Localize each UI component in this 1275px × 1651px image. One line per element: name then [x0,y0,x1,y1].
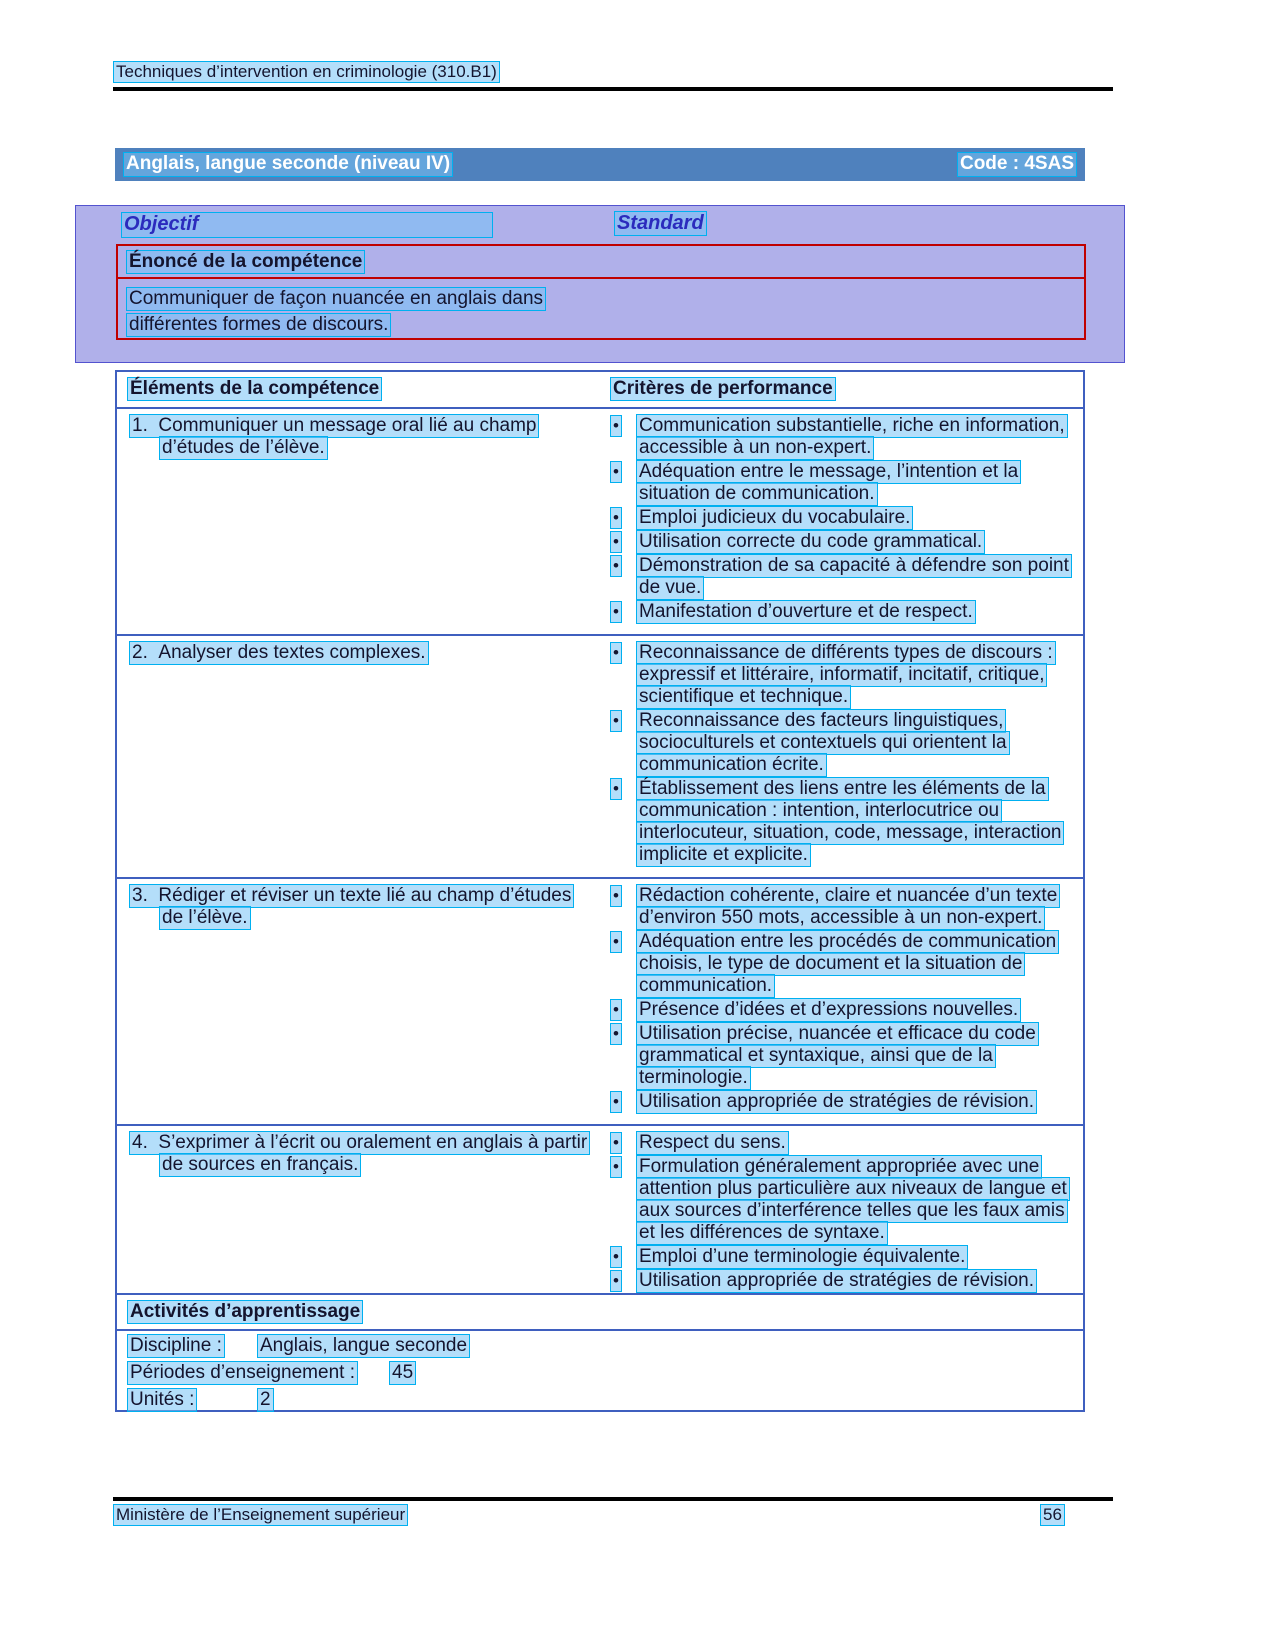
criterion-item [610,710,1083,776]
activities-unites-row [117,1385,1083,1412]
footer-rule [113,1497,1113,1501]
criterion-item [610,778,1083,866]
bullet-icon [610,507,622,529]
element-cell [117,642,600,868]
criterion-item [610,507,1083,529]
criterion-item [610,1246,1083,1268]
element-cell [117,885,600,1115]
objectif-standard-panel [75,205,1125,363]
criterion-item [610,555,1083,599]
criterion-text: Emploi d’une terminologie équivalente. [636,1245,968,1269]
objectif-label: Objectif [121,212,493,238]
bullet-icon [610,1023,622,1045]
bullet-icon [610,1246,622,1268]
enonce-text: Communiquer de façon nuancée en anglais dans différentes formes de discours. [126,287,546,337]
bullet-icon [610,710,622,732]
element-text: 4. S’exprimer à l’écrit ou oralement en anglais à partir de sources en français. [129,1131,590,1177]
course-code: Code : 4SAS [957,152,1077,177]
criterion-text: Manifestation d’ouverture et de respect. [636,600,976,624]
bullet-icon [610,1156,622,1178]
criterion-text: Utilisation précise, nuancée et efficace du code grammatical et syntaxique, ainsi que de la terminologie. [636,1022,1039,1090]
bullet-icon [610,555,622,577]
criterion-text: Établissement des liens entre les éléments de la communication : intention, interlocutrice ou interlocuteur, situation, code, message, interaction implicite et explicite. [636,777,1064,867]
criterion-item [610,999,1083,1021]
criterion-text: Présence d’idées et d’expressions nouvelles. [636,998,1021,1022]
footer-page-number-wrap [1040,1505,1065,1525]
course-title: Anglais, langue seconde (niveau IV) [123,152,453,177]
table-header-row [117,372,1083,409]
activities-discipline-row [117,1331,1083,1358]
bullet-icon [610,642,622,664]
criteria-list [600,1132,1083,1294]
table-row-2 [117,634,1083,877]
criterion-item [610,931,1083,997]
criteria-list [600,885,1083,1115]
bullet-icon [610,931,622,953]
criteria-list [600,415,1083,625]
table-row-1 [117,409,1083,634]
table-row-3 [117,877,1083,1124]
criterion-text: Démonstration de sa capacité à défendre son point de vue. [636,554,1072,600]
periodes-label: Périodes d’enseignement : [127,1361,358,1385]
criterion-text: Rédaction cohérente, claire et nuancée d’un texte d’environ 550 mots, accessible à un non-expert. [636,884,1060,930]
footer-ministry-wrap [113,1505,408,1525]
element-text: 3. Rédiger et réviser un texte lié au champ d’études de l’élève. [129,884,574,930]
criterion-text: Emploi judicieux du vocabulaire. [636,506,913,530]
activities-periodes-row [117,1358,1083,1385]
bullet-icon [610,461,622,483]
criterion-text: Utilisation correcte du code grammatical. [636,530,985,554]
standard-column-header [614,212,707,235]
enonce-heading: Énoncé de la compétence [126,250,365,274]
col-header-elements: Éléments de la compétence [127,377,382,401]
course-title-bar [115,148,1085,181]
bullet-icon [610,999,622,1021]
enonce-box [116,244,1086,340]
standard-label: Standard [614,211,707,236]
criterion-item [610,461,1083,505]
criterion-text: Respect du sens. [636,1131,789,1155]
activities-heading: Activités d’apprentissage [127,1300,363,1324]
page-header [113,62,500,82]
criterion-text: Communication substantielle, riche en information, accessible à un non-expert. [636,414,1068,460]
periodes-value: 45 [389,1361,416,1385]
element-text: 2. Analyser des textes complexes. [129,641,429,665]
footer-page-number: 56 [1040,1504,1065,1526]
enonce-heading-row [118,246,1084,279]
unites-label: Unités : [127,1388,197,1412]
bullet-icon [610,601,622,623]
criterion-text: Adéquation entre le message, l’intention et la situation de communication. [636,460,1021,506]
bullet-icon [610,778,622,800]
bullet-icon [610,531,622,553]
element-cell [117,415,600,625]
criterion-item [610,1091,1083,1113]
discipline-value: Anglais, langue seconde [257,1334,470,1358]
criterion-item [610,1270,1083,1292]
col-header-criteres: Critères de performance [610,377,836,401]
element-text: 1. Communiquer un message oral lié au champ d’études de l’élève. [129,414,539,460]
bullet-icon [610,885,622,907]
criterion-text: Formulation généralement appropriée avec une attention plus particulière aux niveaux de langue et aux sources d’interférence telles que les faux amis et les différences de syntaxe. [636,1155,1070,1245]
criterion-item [610,601,1083,623]
criterion-text: Adéquation entre les procédés de communication choisis, le type de document et la situation de communication. [636,930,1059,998]
criterion-text: Reconnaissance des facteurs linguistiques, socioculturels et contextuels qui orientent la communication écrite. [636,709,1010,777]
criteria-list [600,642,1083,868]
criterion-text: Utilisation appropriée de stratégies de révision. [636,1269,1037,1293]
table-row-4 [117,1124,1083,1303]
activities-panel [115,1293,1085,1412]
competence-table [115,370,1085,1305]
bullet-icon [610,415,622,437]
page-header-course: Techniques d’intervention en criminologie (310.B1) [113,61,500,83]
bullet-icon [610,1270,622,1292]
criterion-text: Utilisation appropriée de stratégies de révision. [636,1090,1037,1114]
enonce-body [118,279,1084,345]
criterion-text: Reconnaissance de différents types de discours : expressif et littéraire, informatif, incitatif, critique, scientifique et technique. [636,641,1056,709]
criterion-item [610,885,1083,929]
criterion-item [610,1156,1083,1244]
criterion-item [610,415,1083,459]
criterion-item [610,1132,1083,1154]
header-rule [113,87,1113,91]
criterion-item [610,1023,1083,1089]
bullet-icon [610,1091,622,1113]
element-cell [117,1132,600,1294]
unites-value: 2 [257,1388,274,1412]
criterion-item [610,531,1083,553]
criterion-item [610,642,1083,708]
objectif-column-header [121,212,493,238]
activities-heading-row [117,1295,1083,1331]
discipline-label: Discipline : [127,1334,225,1358]
bullet-icon [610,1132,622,1154]
footer-ministry: Ministère de l’Enseignement supérieur [113,1504,408,1526]
